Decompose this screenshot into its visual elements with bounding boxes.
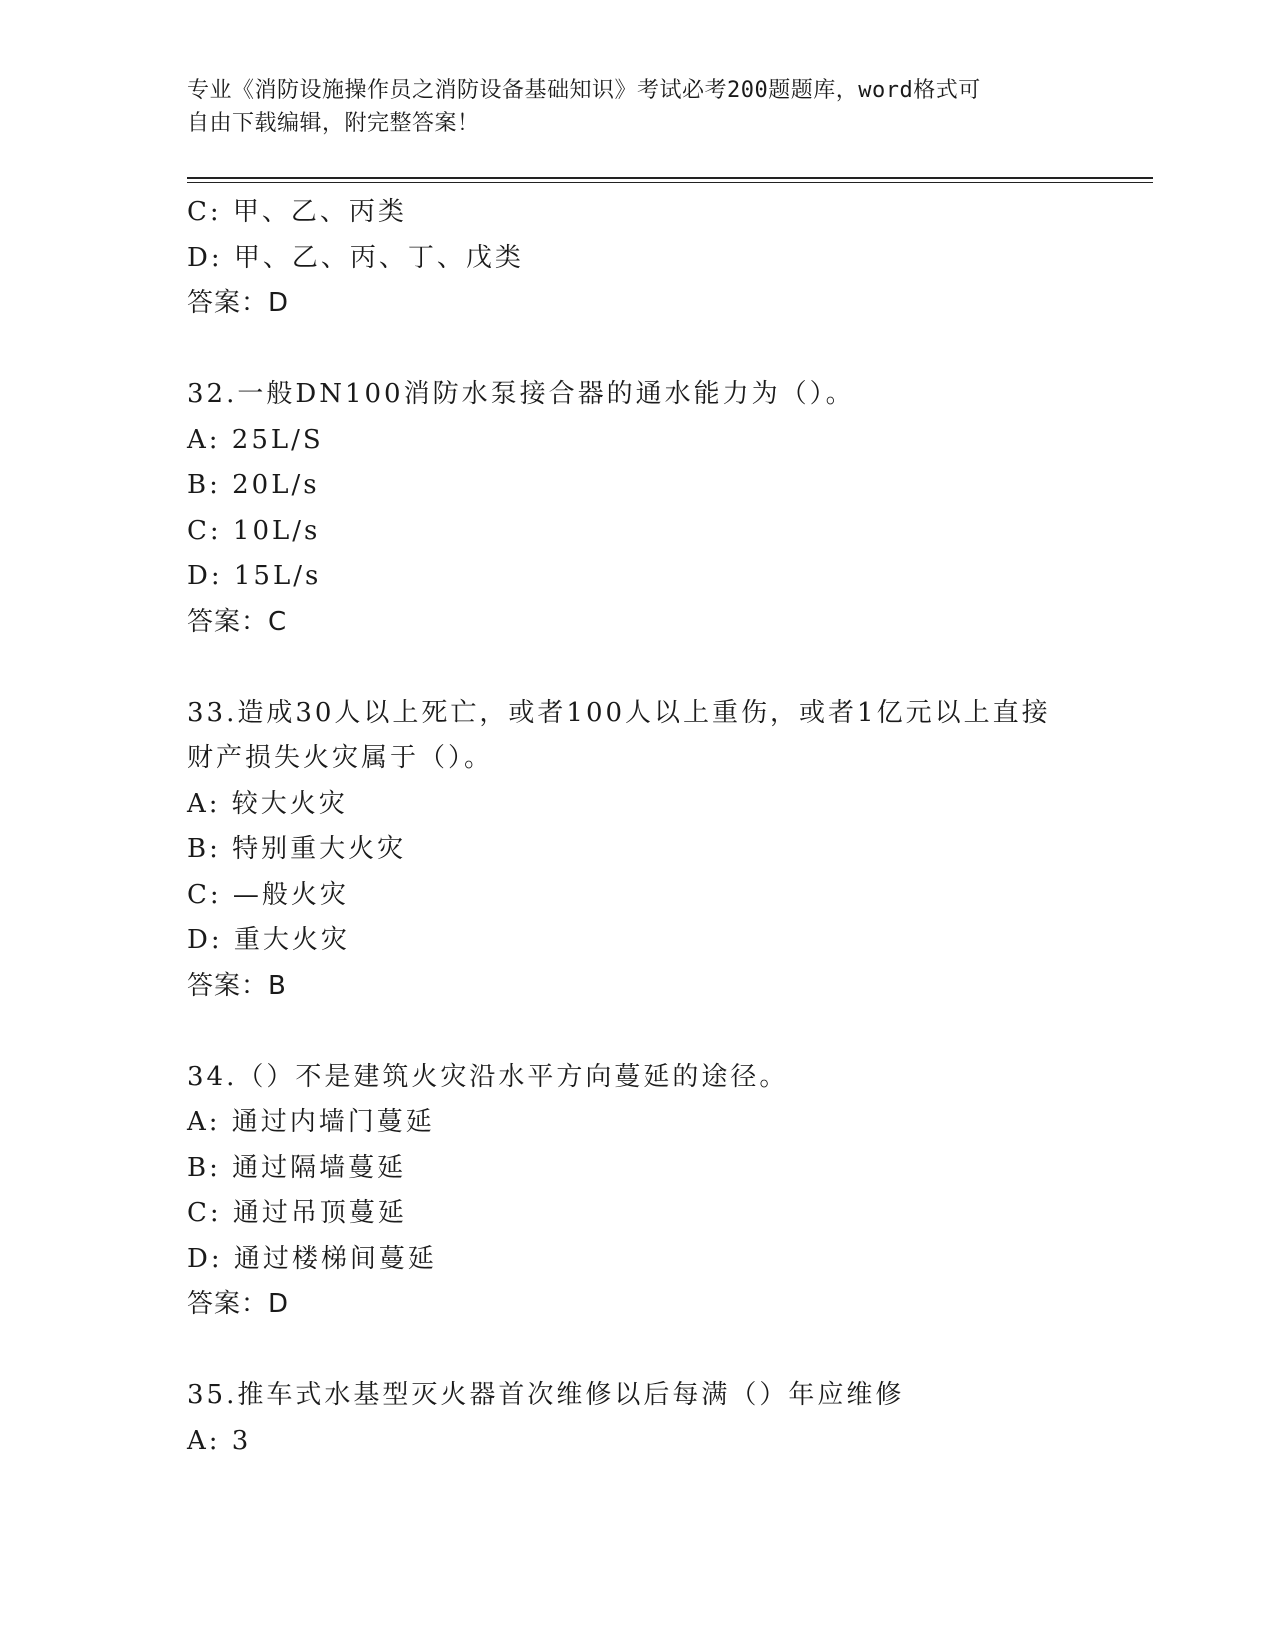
option-b: B: 特别重大火灾 <box>187 834 407 864</box>
answer-label: 答案：D <box>187 1289 290 1319</box>
header-divider-thick <box>187 177 1153 179</box>
option-d: D: 15L/s <box>187 561 322 591</box>
option-d: D: 重大火灾 <box>187 925 350 955</box>
header-line-2: 自由下载编辑，附完整答案！ <box>187 111 480 136</box>
option-d: D: 通过楼梯间蔓延 <box>187 1243 437 1274</box>
option-c: C: 甲、乙、丙类 <box>187 197 407 227</box>
question-list <box>187 190 1117 1464</box>
option-c: C: 通过吊顶蔓延 <box>187 1198 407 1228</box>
document-header <box>187 74 1087 140</box>
option-a: A: 3 <box>187 1425 252 1456</box>
question-33-stem-line-1: 33.造成30人以上死亡，或者100人以上重伤，或者1亿元以上直接 <box>187 697 1051 728</box>
option-c: C: —般火灾 <box>187 879 349 910</box>
header-line-1: 专业《消防设施操作员之消防设备基础知识》考试必考200题题库，word格式可 <box>187 78 981 103</box>
question-32-stem: 32.一般DN100消防水泵接合器的通水能力为（）。 <box>187 379 855 409</box>
option-b: B: 通过隔墙蔓延 <box>187 1152 407 1183</box>
option-c: C: 10L/s <box>187 515 321 546</box>
question-35-stem: 35.推车式水基型灭火器首次维修以后每满（）年应维修 <box>187 1380 905 1410</box>
option-a: A: 25L/S <box>187 424 324 455</box>
header-divider-thin <box>187 182 1153 183</box>
option-d: D: 甲、乙、丙、丁、戊类 <box>187 242 524 273</box>
option-a: A: 通过内墙门蔓延 <box>187 1107 435 1137</box>
answer-label: 答案：C <box>187 606 288 637</box>
question-33-stem-line-2: 财产损失火灾属于（）。 <box>187 743 494 773</box>
question-34-stem: 34.（）不是建筑火灾沿水平方向蔓延的途径。 <box>187 1061 789 1092</box>
answer-label: 答案：D <box>187 288 290 318</box>
option-a: A: 较大火灾 <box>187 788 348 819</box>
answer-label: 答案：B <box>187 970 287 1001</box>
option-b: B: 20L/s <box>187 470 320 500</box>
